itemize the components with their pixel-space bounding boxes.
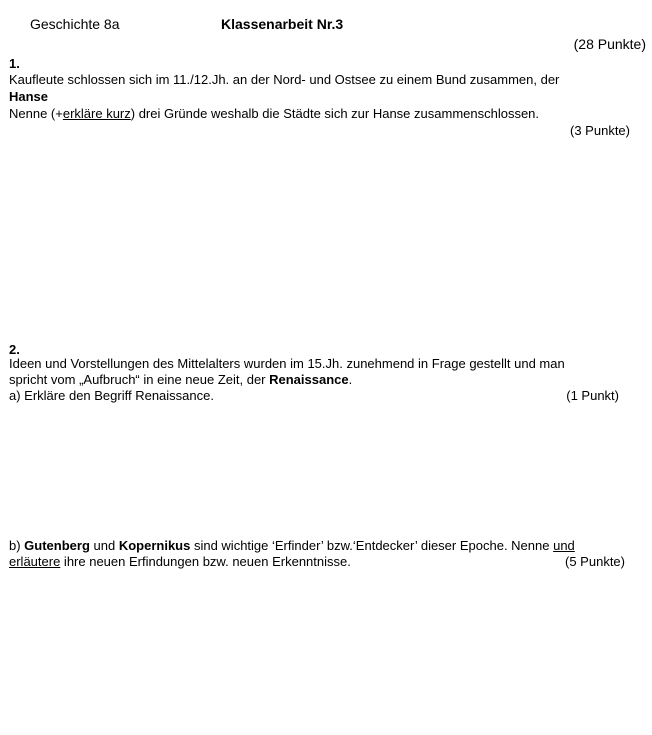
question-2b-mid: und bbox=[89, 538, 119, 553]
exam-title: Klassenarbeit Nr.3 bbox=[221, 16, 344, 32]
question-2b-line-2-post: ihre neuen Erfindungen bzw. neuen Erkenntnisse. bbox=[60, 554, 351, 569]
question-1-task-post: ) drei Gründe weshalb die Städte sich zur Hanse zusammenschlossen. bbox=[130, 106, 540, 121]
question-2b-underline-erlaeutere: erläutere bbox=[9, 554, 61, 569]
question-2b-pre: b) bbox=[9, 538, 25, 553]
question-1-term-hanse: Hanse bbox=[9, 89, 49, 104]
question-2-intro-post: . bbox=[348, 372, 353, 387]
question-2-term-renaissance: Renaissance bbox=[269, 372, 349, 387]
question-2a-task: a) Erkläre den Begriff Renaissance. bbox=[9, 388, 214, 403]
question-2a-points: (1 Punkt) bbox=[566, 388, 619, 403]
total-points: (28 Punkte) bbox=[573, 36, 646, 52]
question-1-number: 1. bbox=[9, 56, 20, 71]
question-2b-task-line-2 bbox=[9, 554, 351, 570]
question-2b-name-kopernikus: Kopernikus bbox=[118, 538, 191, 553]
subject-label: Geschichte 8a bbox=[30, 16, 120, 32]
question-1-task bbox=[9, 106, 539, 122]
question-2b-task-line-1 bbox=[9, 538, 575, 554]
question-2-intro-pre: spricht vom „Aufbruch“ in eine neue Zeit, der bbox=[9, 372, 270, 387]
question-1-points: (3 Punkte) bbox=[570, 123, 630, 138]
question-1-task-pre: Nenne (+ bbox=[9, 106, 63, 121]
question-2b-underline-und: und bbox=[553, 538, 575, 553]
question-1-task-underlined: erkläre kurz bbox=[62, 106, 131, 121]
question-2b-post: sind wichtige ‘Erfinder’ bzw.‘Entdecker’ dieser Epoche. Nenne bbox=[190, 538, 554, 553]
question-1-intro-line: Kaufleute schlossen sich im 11./12.Jh. an der Nord- und Ostsee zu einem Bund zusammen, der bbox=[9, 72, 560, 87]
question-2b-name-gutenberg: Gutenberg bbox=[24, 538, 90, 553]
question-2-intro-line-1: Ideen und Vorstellungen des Mittelalters wurden im 15.Jh. zunehmend in Frage gestellt und man bbox=[9, 356, 565, 371]
question-2-number: 2. bbox=[9, 342, 20, 357]
question-2b-points: (5 Punkte) bbox=[565, 554, 625, 569]
question-2-intro-line-2 bbox=[9, 372, 352, 388]
